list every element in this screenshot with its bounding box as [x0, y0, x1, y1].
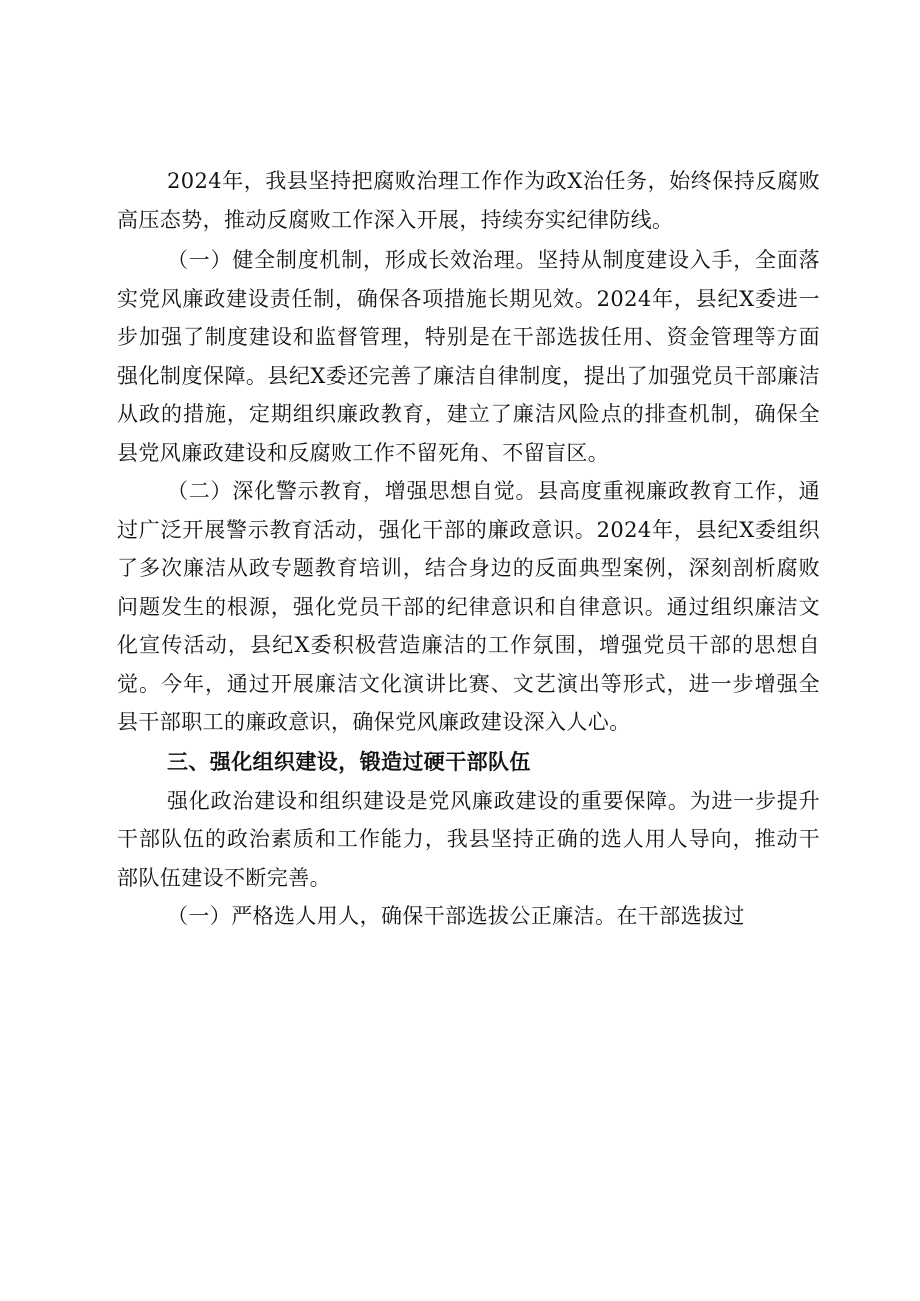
document-body — [117, 162, 820, 936]
intro-paragraph: 2024年，我县坚持把腐败治理工作作为政X治任务，始终保持反腐败高压态势，推动反腐败工作深入开展，持续夯实纪律防线。 — [117, 169, 820, 232]
section-heading: 三、强化组织建设，锻造过硬干部队伍 — [167, 749, 531, 774]
section-paragraph-1: 强化政治建设和组织建设是党风廉政建设的重要保障。为进一步提升干部队伍的政治素质和工作能力，我县坚持正确的选人用人导向，推动干部队伍建设不断完善。 — [117, 788, 820, 890]
subsection-paragraph-1: （一）健全制度机制，形成长效治理。坚持从制度建设入手，全面落实党风廉政建设责任制，确保各项措施长期见效。2024年，县纪X委进一步加强了制度建设和监督管理，特别是在干部选拔任用、资金管理等方面强化制度保障。县纪X委还完善了廉洁自律制度，提出了加强党员干部廉洁从政的措施，定期组织廉政教育，建立了廉洁风险点的排查机制，确保全县党风廉政建设和反腐败工作不留死角、不留盲区。 — [117, 248, 820, 465]
subsection-paragraph-2: （二）深化警示教育，增强思想自觉。县高度重视廉政教育工作，通过广泛开展警示教育活动，强化干部的廉政意识。2024年，县纪X委组织了多次廉洁从政专题教育培训，结合身边的反面典型案例，深刻剖析腐败问题发生的根源，强化党员干部的纪律意识和自律意识。通过组织廉洁文化宣传活动，县纪X委积极营造廉洁的工作氛围，增强党员干部的思想自觉。今年，通过开展廉洁文化演讲比赛、文艺演出等形式，进一步增强全县干部职工的廉政意识，确保党风廉政建设深入人心。 — [117, 479, 820, 734]
section-paragraph-2: （一）严格选人用人，确保干部选拔公正廉洁。在干部选拔过 — [167, 904, 745, 928]
